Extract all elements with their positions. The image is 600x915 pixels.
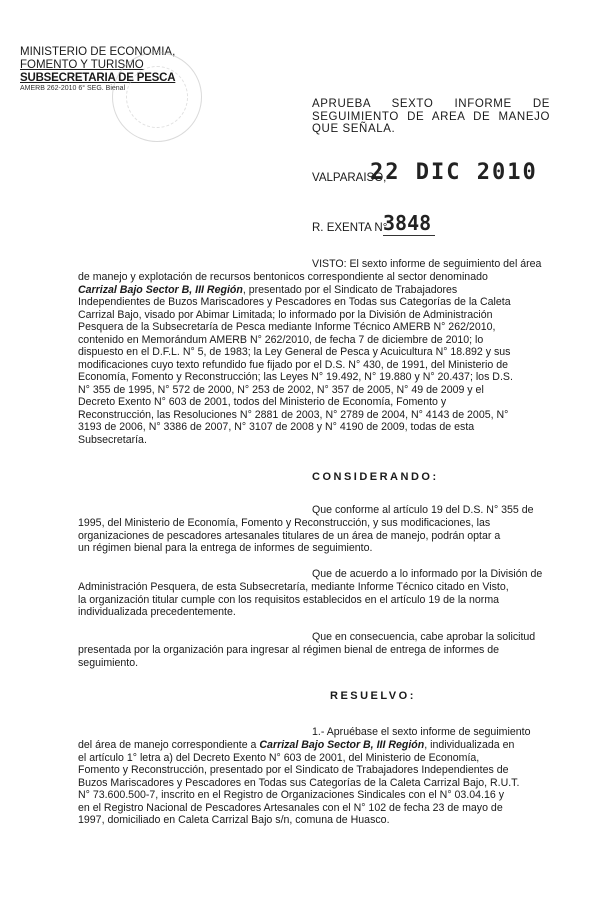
resuelvo-line: el artículo 1° letra a) del Decreto Exento N° 603 de 2001, del Ministerio de Economía, (78, 751, 480, 764)
visto-line: dispuesto en el D.F.L. N° 5, de 1983; la Ley General de Pesca y Acuicultura N° 18.892 y sus (78, 346, 511, 358)
considerando-line: 1995, del Ministerio de Economía, Fomento y Reconstrucción, y sus modificaciones, las (78, 517, 491, 529)
resuelvo-line: N° 73.600.500-7, inscrito en el Registro de Organizaciones Sindicales con el N° 03.04.16 y (78, 789, 504, 801)
resuelvo-line: en el Registro Nacional de Pescadores Artesanales con el N° 102 de fecha 23 de mayo de (78, 801, 503, 814)
considerando-line: organizaciones de pescadores artesanales titulares de un área de manejo, podrán optar a (78, 529, 501, 542)
considerando-heading: CONSIDERANDO: (312, 471, 439, 483)
resuelvo-body (78, 739, 562, 827)
visto-body (78, 271, 562, 446)
date-stamp: 22 DIC 2010 (370, 160, 538, 185)
resuelvo-line (78, 739, 562, 752)
considerando-line: seguimiento. (78, 656, 139, 669)
considerando-p2-lead: Que de acuerdo a lo informado por la División de (312, 568, 543, 580)
visto-line: Decreto Exento N° 603 de 2001, todos del Ministerio de Economía, Fomento y (78, 396, 447, 408)
header-line-1: MINISTERIO DE ECONOMIA, (20, 46, 176, 58)
considerando-p1 (78, 517, 562, 555)
visto-line: de manejo y explotación de recursos bentonicos correspondiente al sector denominado (78, 271, 488, 283)
visto-lead: VISTO: El sexto informe de seguimiento del área (312, 258, 542, 270)
visto-line-part: , presentado por el Sindicato de Trabajadores (242, 283, 458, 296)
visto-line: 3193 de 2006, N° 3386 de 2007, N° 3107 de 2008 y N° 4190 de 2009, todas de esta (78, 421, 475, 433)
sector-name: Carrizal Bajo Sector B, III Región (78, 283, 243, 296)
resuelvo-line: Fomento y Reconstrucción, presentado por el Sindicato de Trabajadores Independientes de (78, 764, 509, 776)
considerando-p2 (78, 581, 562, 619)
visto-line: Carrizal Bajo, visado por Abimar Limitada; lo informado por la División de Administración (78, 308, 493, 321)
visto-line: Economía, Fomento y Reconstrucción; las Leyes N° 19.492, N° 19.880 y N° 20.437; los D.S. (78, 371, 513, 383)
header-ref: AMERB 262-2010 6° SEG. Bienal (20, 85, 126, 92)
considerando-line: la organización titular cumple con los requisitos establecidos en el artículo 19 de la norma (78, 593, 500, 606)
considerando-line: un régimen bienal para la entrega de informes de seguimiento. (78, 542, 373, 554)
resuelvo-heading: RESUELVO: (330, 690, 416, 702)
considerando-p1-lead: Que conforme al artículo 19 del D.S. N° 355 de (312, 504, 534, 516)
visto-line (78, 284, 562, 297)
visto-line: Reconstrucción, las Resoluciones N° 2881 de 2003, N° 2789 de 2004, N° 4143 de 2005, N° (78, 408, 509, 421)
visto-line: modificaciones cuyo texto refundido fue fijado por el D.S. N° 430, de 1991, del Ministerio de (78, 358, 508, 371)
resolution-number: 3848 (383, 211, 435, 236)
resuelvo-line: Buzos Mariscadores y Pescadores en Todas sus Categorías de la Caleta Carrizal Bajo, R.U.T. (78, 776, 520, 789)
visto-line: N° 355 de 1995, N° 572 de 2000, N° 253 de 2002, N° 357 de 2005, N° 49 de 2009 y el (78, 383, 484, 396)
visto-line: Subsecretaría. (78, 433, 147, 446)
considerando-line: presentada por la organización para ingresar al régimen bienal de entrega de informes de (78, 644, 500, 656)
considerando-p3 (78, 644, 562, 669)
resuelvo-line-part: del área de manejo correspondiente a (78, 739, 260, 751)
considerando-p3-lead: Que en consecuencia, cabe aprobar la solicitud (312, 631, 536, 643)
resolution-label: R. EXENTA N° (312, 222, 388, 234)
aprueba-title: APRUEBA SEXTO INFORME DE SEGUIMIENTO DE AREA DE MANEJO QUE SEÑALA. (312, 98, 550, 135)
considerando-line: individualizada precedentemente. (78, 606, 236, 618)
date-place: VALPARAISO, (312, 172, 387, 184)
sector-name: Carrizal Bajo Sector B, III Región (259, 739, 425, 751)
visto-line: Independientes de Buzos Mariscadores y Pescadores en Todas sus Categorías de la Caleta (78, 296, 511, 308)
resuelvo-line-part: , individualizada en (424, 739, 515, 751)
office-seal-inner-icon (126, 66, 188, 128)
visto-line: Pesquera de la Subsecretaría de Pesca mediante Informe Técnico AMERB N° 262/2010, (78, 321, 496, 333)
resuelvo-line: 1997, domiciliado en Caleta Carrizal Bajo s/n, comuna de Huasco. (78, 814, 390, 826)
visto-line: contenido en Memorándum AMERB N° 262/2010, de fecha 7 de diciembre de 2010; lo (78, 333, 484, 346)
resuelvo-lead: 1.- Apruébase el sexto informe de seguimiento (312, 726, 531, 738)
considerando-line: Administración Pesquera, de esta Subsecretaría, mediante Informe Técnico citado en Visto, (78, 581, 509, 593)
header-line-3: SUBSECRETARIA DE PESCA (20, 72, 176, 84)
header-line-2: FOMENTO Y TURISMO (20, 59, 144, 71)
